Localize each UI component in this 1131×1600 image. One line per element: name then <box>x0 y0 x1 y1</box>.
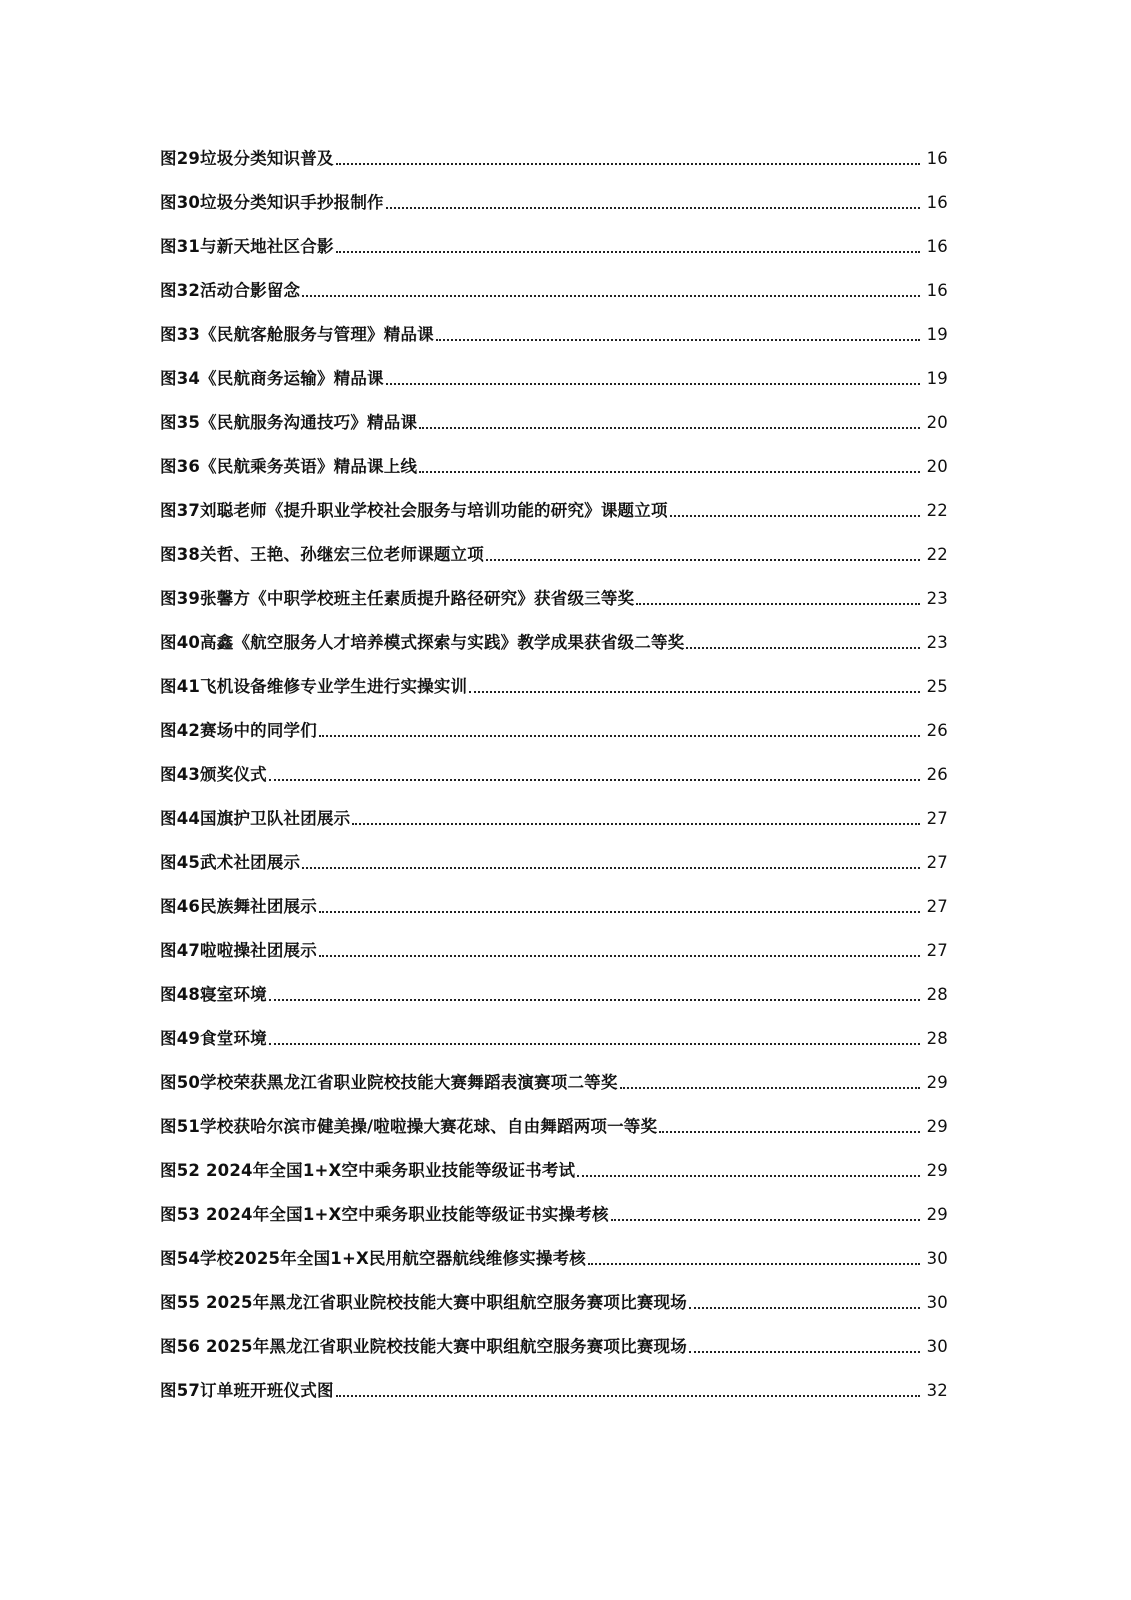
toc-entry-page-number: 20 <box>926 457 948 476</box>
toc-entry-page-number: 23 <box>926 633 948 652</box>
toc-entry-page-number: 19 <box>926 369 948 388</box>
toc-entry-page-number: 23 <box>926 589 948 608</box>
toc-entry[interactable] <box>160 304 948 348</box>
toc-entry-title: 图40高鑫《航空服务人才培养模式探索与实践》教学成果获省级二等奖 <box>160 633 685 652</box>
toc-dot-leader <box>419 427 920 429</box>
toc-entry-page-number: 20 <box>926 413 948 432</box>
toc-entry[interactable] <box>160 524 948 568</box>
toc-entry-title: 图32活动合影留念 <box>160 281 301 300</box>
toc-entry-page-number: 25 <box>926 677 948 696</box>
toc-dot-leader <box>469 691 920 693</box>
toc-entry-title: 图34《民航商务运输》精品课 <box>160 369 384 388</box>
toc-entry-title: 图35《民航服务沟通技巧》精品课 <box>160 413 418 432</box>
toc-entry[interactable] <box>160 876 948 920</box>
toc-entry-page-number: 26 <box>926 721 948 740</box>
toc-entry-page-number: 27 <box>926 809 948 828</box>
toc-entry[interactable] <box>160 1360 948 1404</box>
toc-dot-leader <box>670 515 920 517</box>
toc-entry[interactable] <box>160 436 948 480</box>
toc-dot-leader <box>689 1307 920 1309</box>
toc-entry[interactable] <box>160 920 948 964</box>
toc-entry[interactable] <box>160 216 948 260</box>
toc-entry-title: 图56 2025年黑龙江省职业院校技能大赛中职组航空服务赛项比赛现场 <box>160 1337 687 1356</box>
toc-entry[interactable] <box>160 260 948 304</box>
toc-entry-title: 图49食堂环境 <box>160 1029 267 1048</box>
toc-entry-page-number: 22 <box>926 545 948 564</box>
toc-entry-title: 图38关哲、王艳、孙继宏三位老师课题立项 <box>160 545 484 564</box>
toc-dot-leader <box>269 779 920 781</box>
toc-entry-title: 图51学校获哈尔滨市健美操/啦啦操大赛花球、自由舞蹈两项一等奖 <box>160 1117 658 1136</box>
toc-entry[interactable] <box>160 128 948 172</box>
toc-entry-page-number: 27 <box>926 853 948 872</box>
toc-entry-title: 图37刘聪老师《提升职业学校社会服务与培训功能的研究》课题立项 <box>160 501 668 520</box>
toc-entry-title: 图52 2024年全国1+X空中乘务职业技能等级证书考试 <box>160 1161 576 1180</box>
toc-dot-leader <box>419 471 920 473</box>
toc-entry-title: 图33《民航客舱服务与管理》精品课 <box>160 325 434 344</box>
toc-entry-page-number: 22 <box>926 501 948 520</box>
toc-dot-leader <box>302 867 920 869</box>
toc-entry[interactable] <box>160 1272 948 1316</box>
toc-entry-title: 图39张馨方《中职学校班主任素质提升路径研究》获省级三等奖 <box>160 589 635 608</box>
toc-entry[interactable] <box>160 1184 948 1228</box>
toc-dot-leader <box>636 603 920 605</box>
toc-entry-title: 图30垃圾分类知识手抄报制作 <box>160 193 384 212</box>
toc-entry[interactable] <box>160 1052 948 1096</box>
toc-entry-page-number: 19 <box>926 325 948 344</box>
toc-entry[interactable] <box>160 1096 948 1140</box>
toc-entry[interactable] <box>160 568 948 612</box>
toc-dot-leader <box>336 251 920 253</box>
toc-entry-page-number: 16 <box>926 237 948 256</box>
toc-entry-title: 图29垃圾分类知识普及 <box>160 149 334 168</box>
toc-entry-page-number: 26 <box>926 765 948 784</box>
toc-entry-page-number: 27 <box>926 897 948 916</box>
toc-dot-leader <box>686 647 920 649</box>
toc-dot-leader <box>689 1351 920 1353</box>
toc-entry-page-number: 28 <box>926 985 948 1004</box>
toc-entry[interactable] <box>160 788 948 832</box>
toc-dot-leader <box>336 1395 920 1397</box>
toc-entry[interactable] <box>160 656 948 700</box>
toc-entry[interactable] <box>160 832 948 876</box>
toc-entry[interactable] <box>160 964 948 1008</box>
toc-dot-leader <box>486 559 920 561</box>
toc-dot-leader <box>386 207 920 209</box>
toc-entry[interactable] <box>160 612 948 656</box>
toc-entry-title: 图57订单班开班仪式图 <box>160 1381 334 1400</box>
toc-entry-title: 图55 2025年黑龙江省职业院校技能大赛中职组航空服务赛项比赛现场 <box>160 1293 687 1312</box>
toc-dot-leader <box>436 339 920 341</box>
toc-dot-leader <box>319 735 920 737</box>
toc-entry[interactable] <box>160 392 948 436</box>
toc-dot-leader <box>302 295 920 297</box>
toc-entry[interactable] <box>160 1008 948 1052</box>
toc-entry-title: 图42赛场中的同学们 <box>160 721 317 740</box>
toc-entry-page-number: 28 <box>926 1029 948 1048</box>
toc-entry[interactable] <box>160 744 948 788</box>
toc-entry-page-number: 27 <box>926 941 948 960</box>
toc-dot-leader <box>336 163 920 165</box>
toc-dot-leader <box>577 1175 920 1177</box>
toc-entry[interactable] <box>160 1140 948 1184</box>
toc-entry-title: 图46民族舞社团展示 <box>160 897 317 916</box>
toc-entry-page-number: 29 <box>926 1205 948 1224</box>
toc-entry-page-number: 30 <box>926 1337 948 1356</box>
toc-entry[interactable] <box>160 1316 948 1360</box>
toc-dot-leader <box>386 383 920 385</box>
toc-dot-leader <box>588 1263 920 1265</box>
toc-entry-page-number: 30 <box>926 1293 948 1312</box>
toc-entry-title: 图47啦啦操社团展示 <box>160 941 317 960</box>
toc-entry[interactable] <box>160 480 948 524</box>
toc-entry-title: 图50学校荣获黑龙江省职业院校技能大赛舞蹈表演赛项二等奖 <box>160 1073 618 1092</box>
toc-entry-page-number: 16 <box>926 149 948 168</box>
toc-entry[interactable] <box>160 1228 948 1272</box>
toc-entry-title: 图53 2024年全国1+X空中乘务职业技能等级证书实操考核 <box>160 1205 609 1224</box>
figure-toc-list <box>160 128 948 1404</box>
toc-dot-leader <box>319 911 920 913</box>
toc-entry-page-number: 16 <box>926 193 948 212</box>
toc-entry-page-number: 29 <box>926 1117 948 1136</box>
toc-dot-leader <box>352 823 920 825</box>
toc-entry-title: 图41飞机设备维修专业学生进行实操实训 <box>160 677 468 696</box>
toc-entry-page-number: 32 <box>926 1381 948 1400</box>
toc-entry[interactable] <box>160 700 948 744</box>
toc-entry-page-number: 29 <box>926 1073 948 1092</box>
toc-entry-title: 图54学校2025年全国1+X民用航空器航线维修实操考核 <box>160 1249 587 1268</box>
toc-dot-leader <box>269 1043 920 1045</box>
toc-dot-leader <box>269 999 920 1001</box>
toc-entry-page-number: 16 <box>926 281 948 300</box>
toc-dot-leader <box>319 955 920 957</box>
toc-entry[interactable] <box>160 348 948 392</box>
toc-entry-title: 图48寝室环境 <box>160 985 267 1004</box>
toc-entry-title: 图44国旗护卫队社团展示 <box>160 809 351 828</box>
toc-entry-title: 图36《民航乘务英语》精品课上线 <box>160 457 418 476</box>
toc-entry-page-number: 29 <box>926 1161 948 1180</box>
toc-dot-leader <box>620 1087 920 1089</box>
toc-dot-leader <box>659 1131 920 1133</box>
toc-entry-title: 图31与新天地社区合影 <box>160 237 334 256</box>
toc-entry-title: 图43颁奖仪式 <box>160 765 267 784</box>
toc-entry-title: 图45武术社团展示 <box>160 853 301 872</box>
toc-dot-leader <box>611 1219 920 1221</box>
toc-entry-page-number: 30 <box>926 1249 948 1268</box>
toc-entry[interactable] <box>160 172 948 216</box>
